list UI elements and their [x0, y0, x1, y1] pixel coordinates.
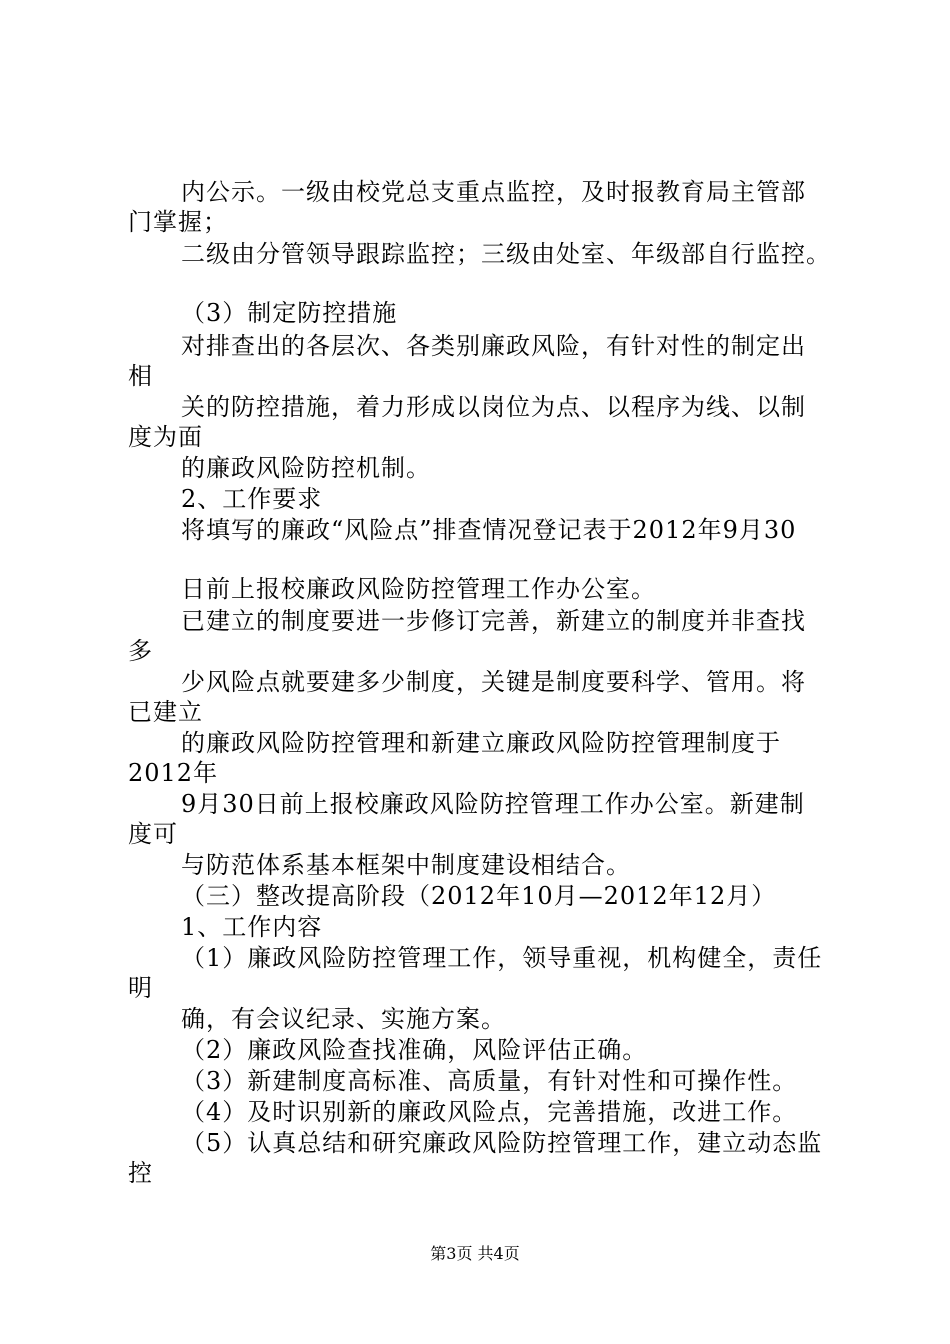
- text-line: （5）认真总结和研究廉政风险防控管理工作，建立动态监: [181, 1129, 823, 1157]
- text-line: 明: [128, 974, 153, 1002]
- text-line: 控: [128, 1159, 153, 1187]
- text-line: 的廉政风险防控机制。: [181, 454, 431, 482]
- text-line: 的廉政风险防控管理和新建立廉政风险防控管理制度于: [181, 729, 781, 757]
- text-line: 对排查出的各层次、各类别廉政风险，有针对性的制定出: [181, 332, 806, 360]
- text-line: （3）制定防控措施: [181, 299, 398, 327]
- text-line: 相: [128, 362, 153, 390]
- text-line: 1、工作内容: [181, 913, 323, 941]
- text-line: 已建立: [128, 698, 203, 726]
- text-line: 少风险点就要建多少制度，关键是制度要科学、管用。将: [181, 668, 806, 696]
- text-line: 日前上报校廉政风险防控管理工作办公室。: [181, 575, 656, 603]
- text-line: 二级由分管领导跟踪监控；三级由处室、年级部自行监控。: [181, 240, 831, 268]
- text-line: 度可: [128, 820, 178, 848]
- text-line: 9月30日前上报校廉政风险防控管理工作办公室。新建制: [181, 790, 805, 818]
- text-line: 内公示。一级由校党总支重点监控，及时报教育局主管部: [181, 178, 806, 206]
- text-line: 与防范体系基本框架中制度建设相结合。: [181, 851, 631, 879]
- text-line: 关的防控措施，着力形成以岗位为点、以程序为线、以制: [181, 393, 806, 421]
- text-line: 2012年: [128, 759, 219, 787]
- text-line: 2、工作要求: [181, 485, 323, 513]
- text-line: 多: [128, 637, 153, 665]
- page-number: 第3页 共4页: [430, 1244, 520, 1263]
- text-line: 度为面: [128, 423, 203, 451]
- text-line: （3）新建制度高标准、高质量，有针对性和可操作性。: [181, 1067, 798, 1095]
- text-line: 已建立的制度要进一步修订完善，新建立的制度并非查找: [181, 607, 806, 635]
- text-line: 确，有会议纪录、实施方案。: [181, 1005, 506, 1033]
- text-line: 门掌握；: [128, 208, 228, 236]
- text-line: （三）整改提高阶段（2012年10月—2012年12月）: [181, 882, 777, 910]
- text-line: （1）廉政风险防控管理工作，领导重视，机构健全，责任: [181, 944, 823, 972]
- text-line: 将填写的廉政“风险点”排查情况登记表于2012年9月30: [181, 516, 797, 544]
- text-line: （4）及时识别新的廉政风险点，完善措施，改进工作。: [181, 1098, 798, 1126]
- text-line: （2）廉政风险查找准确，风险评估正确。: [181, 1036, 648, 1064]
